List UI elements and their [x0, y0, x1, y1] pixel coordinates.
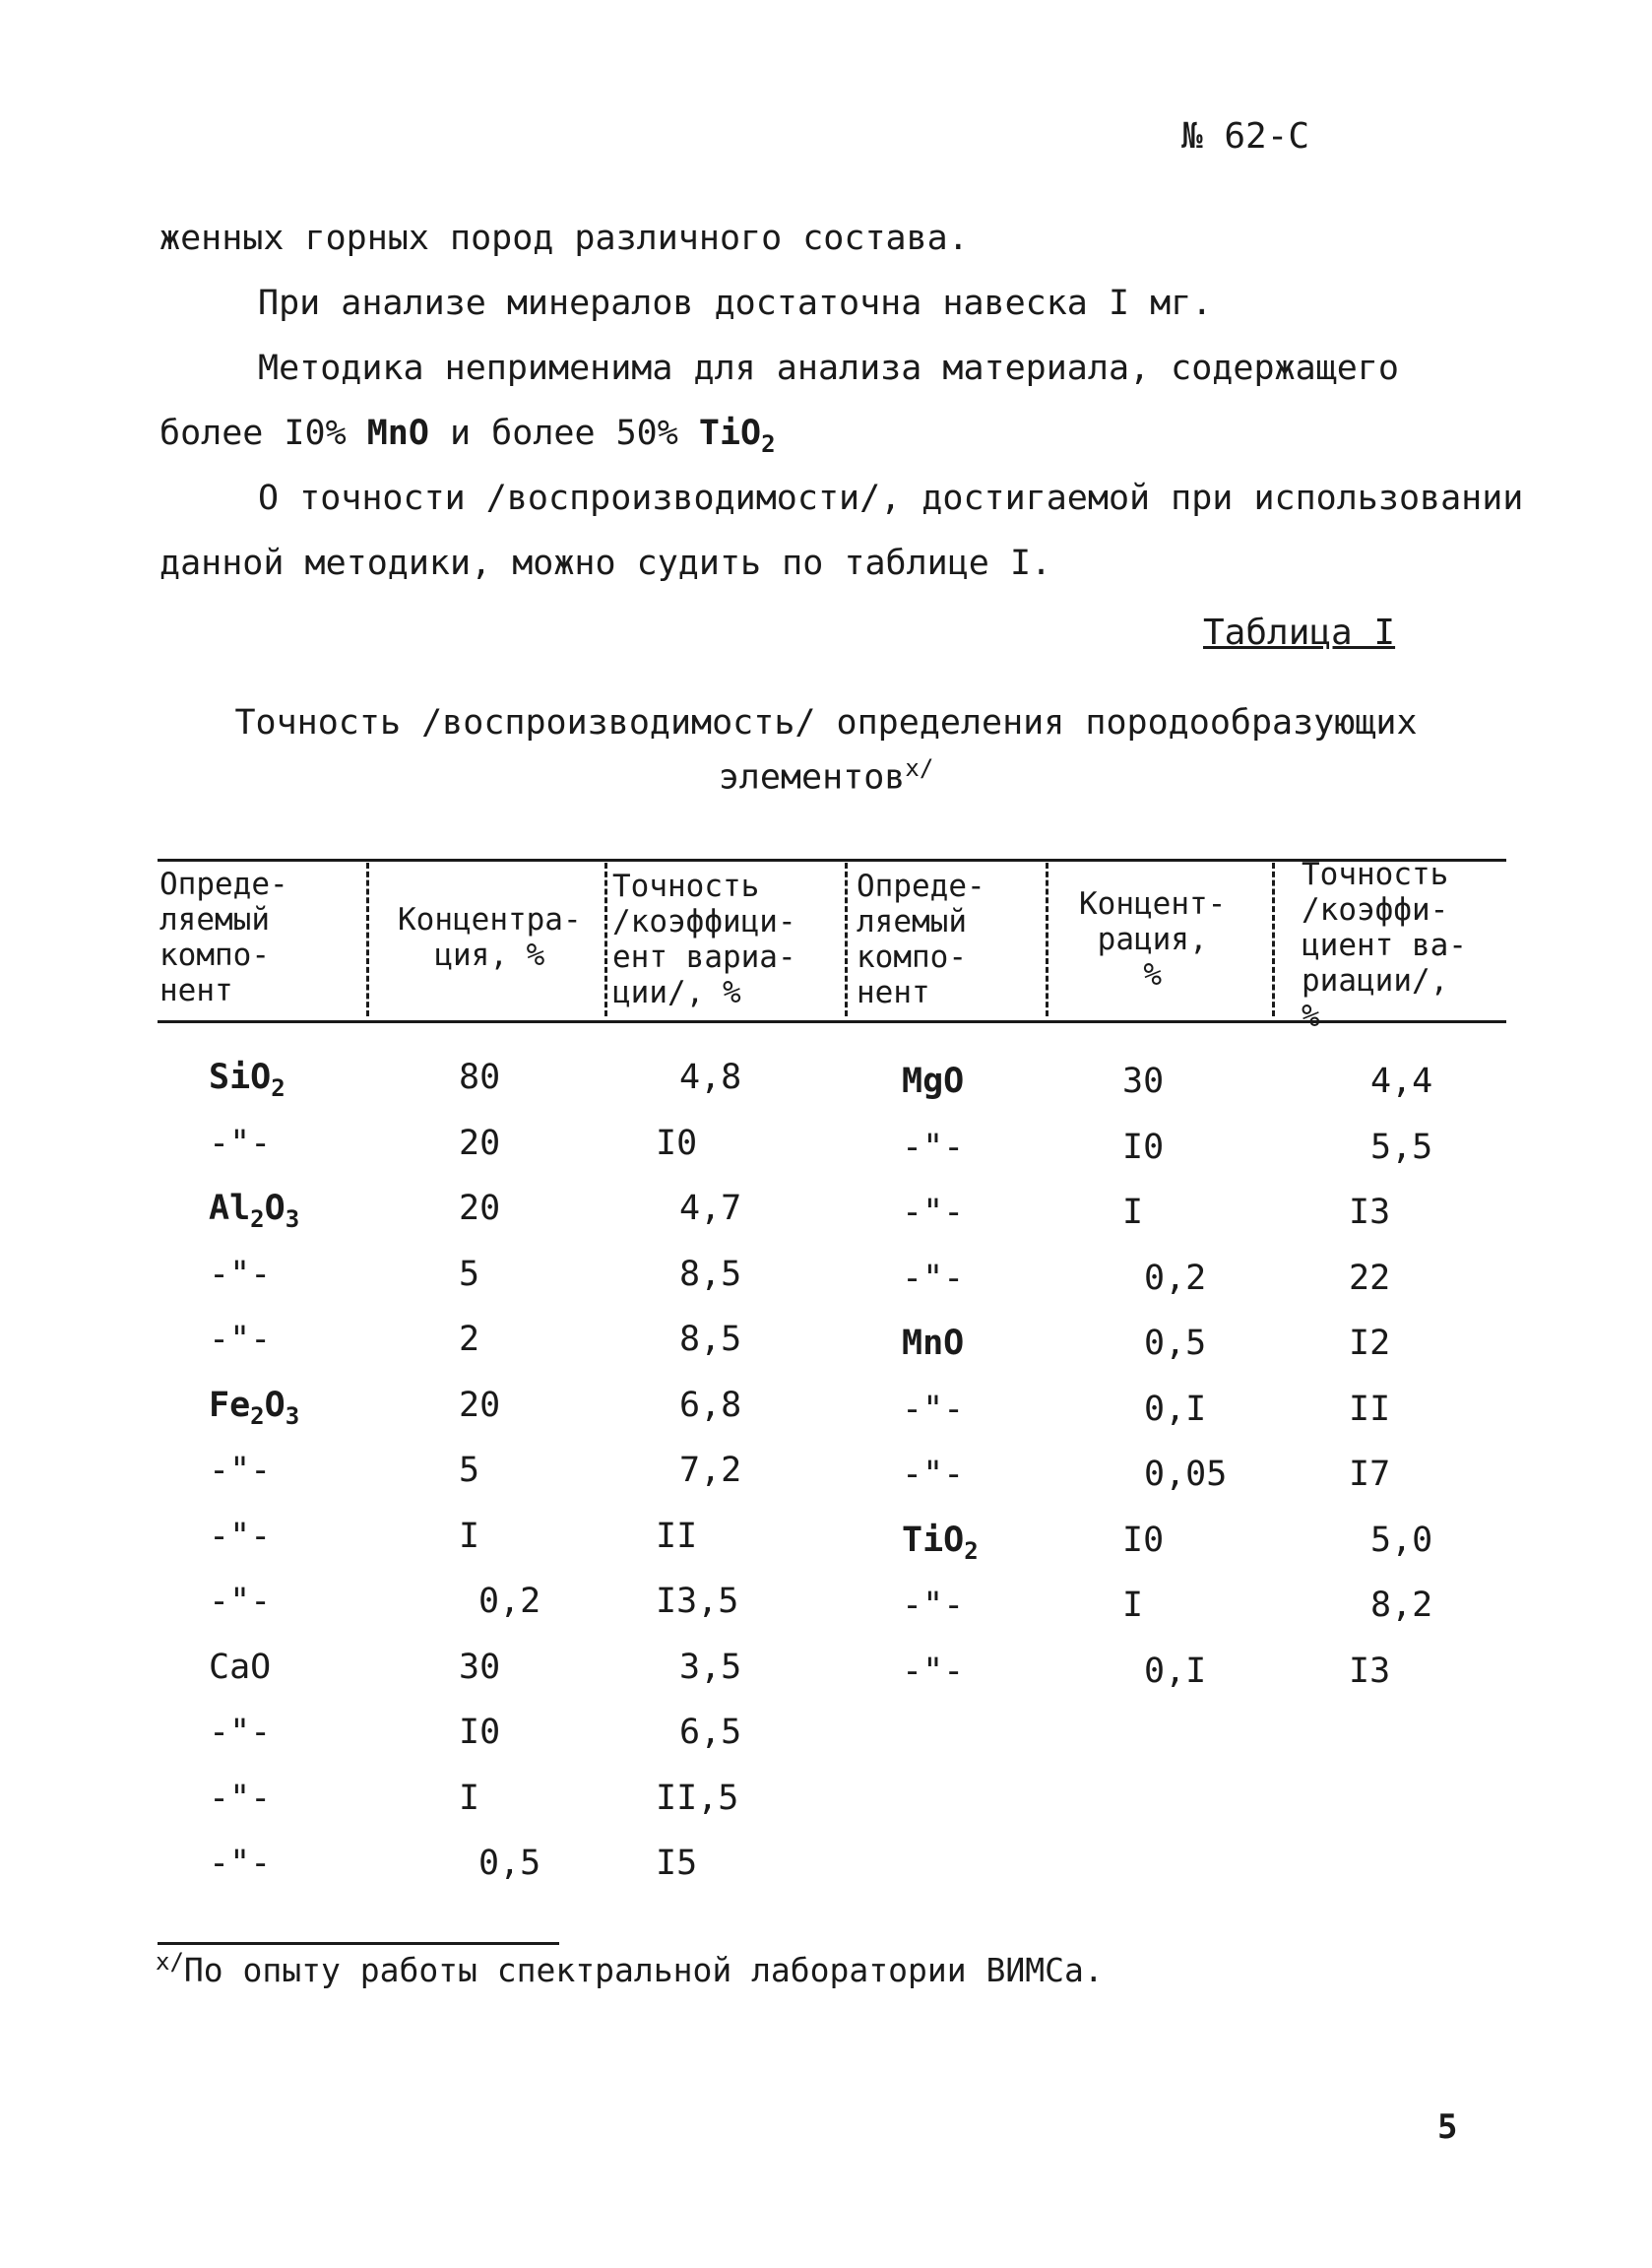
component-cell — [902, 1259, 964, 1298]
component-name: MgO — [902, 1062, 965, 1101]
column-separator — [1272, 863, 1275, 1016]
concentration-cell: 30 — [459, 1648, 501, 1687]
precision-cell: 5,5 — [1370, 1128, 1433, 1167]
component-subscript: 2 — [250, 1205, 265, 1233]
concentration-cell: I — [459, 1517, 480, 1556]
paragraph-continuation: женных горных пород различного состава. — [159, 219, 969, 258]
component-cell — [209, 1386, 299, 1430]
concentration-cell: 20 — [459, 1386, 501, 1425]
component-oxygen: O — [264, 1189, 286, 1228]
precision-cell: 6,5 — [679, 1713, 742, 1752]
component-name: -"- — [902, 1586, 965, 1625]
concentration-cell: 0,2 — [1144, 1259, 1207, 1298]
component-cell — [209, 1320, 271, 1359]
precision-cell: 8,2 — [1370, 1586, 1433, 1625]
precision-cell: 8,5 — [679, 1320, 742, 1359]
component-name: -"- — [209, 1451, 272, 1490]
component-name: MnO — [902, 1324, 965, 1363]
precision-cell: I2 — [1349, 1324, 1391, 1363]
component-name: Fe — [209, 1386, 251, 1425]
concentration-cell: 30 — [1122, 1062, 1165, 1101]
precision-cell: II — [1349, 1390, 1391, 1429]
precision-cell: 7,2 — [679, 1451, 742, 1490]
precision-cell: I3,5 — [656, 1582, 739, 1621]
column-separator — [1046, 863, 1048, 1016]
component-subscript: 2 — [250, 1402, 265, 1430]
component-cell — [902, 1193, 964, 1232]
header-precision: Точность /коэффици- ент вариа- ции/, % — [612, 869, 796, 1010]
precision-cell: I3 — [1349, 1652, 1391, 1691]
concentration-cell: 5 — [459, 1255, 480, 1294]
precision-cell: I0 — [656, 1124, 698, 1163]
component-name: -"- — [902, 1128, 965, 1167]
concentration-cell: 0,I — [1144, 1652, 1207, 1691]
paragraph-limitations: Методика неприменима для анализа материала, содержащего — [258, 349, 1399, 388]
concentration-cell: 0,2 — [478, 1582, 541, 1621]
precision-cell: I5 — [656, 1844, 698, 1883]
footnote-marker: x/ — [156, 1948, 184, 1976]
paragraph-precision: О точности /воспроизводимости/, достигаемой при использовании — [258, 479, 1524, 518]
concentration-cell: I0 — [1122, 1128, 1165, 1167]
table-title-text: элементов — [718, 757, 906, 798]
component-name: -"- — [209, 1517, 272, 1556]
footnote-text: По опыту работы спектральной лаборатории ВИМСа. — [183, 1951, 1104, 1989]
table-label: Таблица I — [1203, 613, 1396, 653]
component-name: -"- — [209, 1844, 272, 1883]
concentration-cell: 2 — [459, 1320, 480, 1359]
component-name: -"- — [902, 1652, 965, 1691]
component-cell — [209, 1124, 271, 1163]
component-cell — [902, 1324, 964, 1363]
footnote-ref: x/ — [905, 754, 934, 782]
component-name: CaO — [209, 1648, 272, 1687]
precision-cell: 5,0 — [1370, 1521, 1433, 1560]
paragraph-precision-cont: данной методики, можно судить по таблице I. — [159, 544, 1052, 583]
component-cell — [209, 1713, 271, 1752]
component-cell — [902, 1128, 964, 1167]
page-number: 5 — [1437, 2107, 1458, 2147]
precision-cell: 8,5 — [679, 1255, 742, 1294]
concentration-cell: 20 — [459, 1189, 501, 1228]
header-component-right: Опреде- ляемый компо- нент — [857, 869, 985, 1010]
precision-cell: 4,7 — [679, 1189, 742, 1228]
formula-tio2-subscript: 2 — [761, 430, 776, 458]
precision-cell: I3 — [1349, 1193, 1391, 1232]
formula-tio2 — [698, 414, 776, 458]
component-name: -"- — [209, 1124, 272, 1163]
precision-cell: I7 — [1349, 1455, 1391, 1494]
concentration-cell: 0,05 — [1144, 1455, 1228, 1494]
component-name: -"- — [902, 1390, 965, 1429]
concentration-cell: 20 — [459, 1124, 501, 1163]
component-cell — [902, 1455, 964, 1494]
header-precision-right: Точность /коэффи- циент ва- риации/, % — [1302, 857, 1467, 1034]
header-component: Опреде- ляемый компо- нент — [159, 867, 288, 1008]
concentration-cell: 0,5 — [1144, 1324, 1207, 1363]
concentration-cell: I — [459, 1779, 480, 1818]
component-cell — [209, 1517, 271, 1556]
concentration-cell: 0,5 — [478, 1844, 541, 1883]
component-name: -"- — [209, 1779, 272, 1818]
precision-cell: 4,8 — [679, 1058, 742, 1097]
concentration-cell: 80 — [459, 1058, 501, 1097]
component-cell — [902, 1062, 964, 1101]
column-separator — [845, 863, 848, 1016]
precision-cell: 6,8 — [679, 1386, 742, 1425]
component-name: TiO — [902, 1521, 965, 1560]
component-cell — [902, 1652, 964, 1691]
component-cell — [209, 1255, 271, 1294]
precision-cell: 22 — [1349, 1259, 1391, 1298]
component-name: -"- — [902, 1455, 965, 1494]
component-cell — [209, 1779, 271, 1818]
component-cell — [902, 1521, 979, 1565]
component-cell — [209, 1844, 271, 1883]
formula-mno: MnO — [366, 414, 429, 453]
component-cell — [209, 1058, 286, 1102]
concentration-cell: 0,I — [1144, 1390, 1207, 1429]
component-name: -"- — [209, 1320, 272, 1359]
formula-tio2-base: TiO — [698, 414, 762, 453]
component-cell — [902, 1586, 964, 1625]
limit-mno-prefix: более I0% — [159, 414, 347, 453]
component-oxygen: O — [264, 1386, 286, 1425]
paragraph-sample-weight: При анализе минералов достаточна навеска I мг. — [258, 284, 1213, 323]
precision-cell: II,5 — [656, 1779, 739, 1818]
table-title-line1: Точность /воспроизводимость/ определения породообразующих — [234, 703, 1418, 743]
component-cell — [209, 1189, 299, 1233]
precision-cell: 3,5 — [679, 1648, 742, 1687]
component-subscript: 3 — [285, 1402, 300, 1430]
component-subscript: 3 — [285, 1205, 300, 1233]
document-number: № 62-С — [1181, 116, 1310, 157]
concentration-cell: I0 — [459, 1713, 501, 1752]
column-separator — [366, 863, 369, 1016]
component-cell — [209, 1451, 271, 1490]
concentration-cell: I — [1122, 1193, 1144, 1232]
component-cell — [209, 1648, 271, 1687]
column-separator — [604, 863, 607, 1016]
paragraph-limitations-cont — [159, 414, 776, 458]
component-subscript: 2 — [271, 1074, 286, 1102]
component-cell — [902, 1390, 964, 1429]
component-name: -"- — [209, 1255, 272, 1294]
concentration-cell: 5 — [459, 1451, 480, 1490]
component-name: -"- — [209, 1713, 272, 1752]
component-name: Al — [209, 1189, 251, 1228]
table-title-line2 — [0, 754, 1652, 798]
component-cell — [209, 1582, 271, 1621]
concentration-cell: I — [1122, 1586, 1144, 1625]
component-name: -"- — [902, 1259, 965, 1298]
component-name: -"- — [902, 1193, 965, 1232]
component-subscript: 2 — [964, 1537, 979, 1565]
precision-cell: 4,4 — [1370, 1062, 1433, 1101]
footnote — [156, 1948, 1104, 1989]
precision-cell: II — [656, 1517, 698, 1556]
header-concentration-right: Концент- рация, % — [1079, 886, 1227, 993]
header-concentration: Концентра- ция, % — [398, 902, 582, 973]
component-name: SiO — [209, 1058, 272, 1097]
limit-tio2-prefix: и более 50% — [450, 414, 678, 453]
component-name: -"- — [209, 1582, 272, 1621]
concentration-cell: I0 — [1122, 1521, 1165, 1560]
footnote-rule — [158, 1942, 559, 1945]
